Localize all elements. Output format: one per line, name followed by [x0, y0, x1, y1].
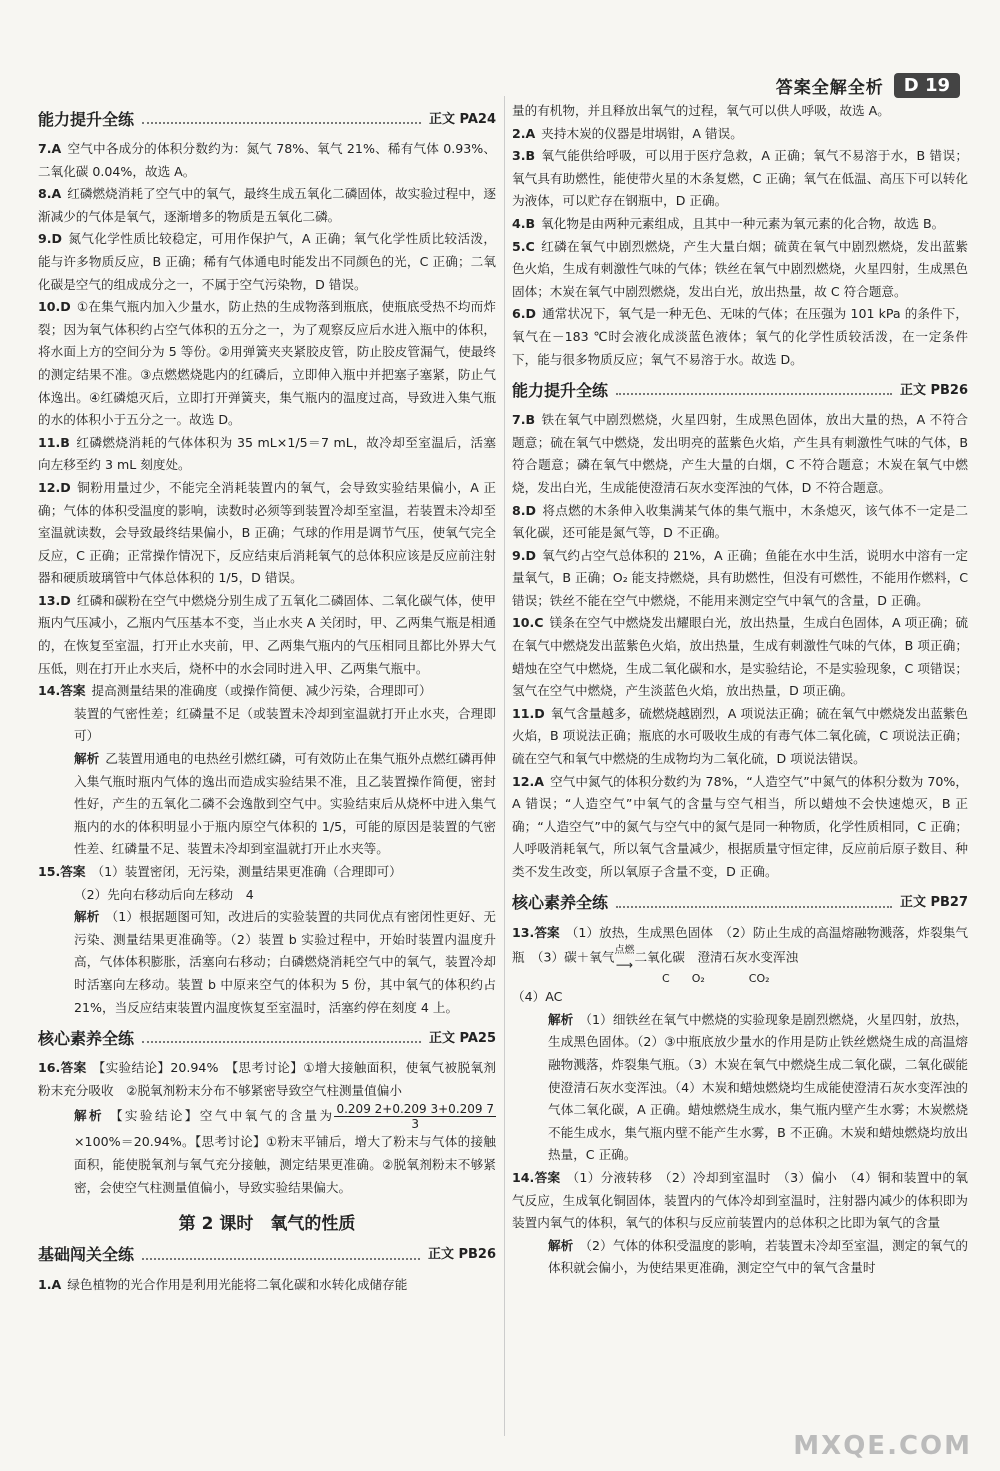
answer-item	[512, 771, 968, 884]
item-text: 夹持木炭的仪器是坩埚钳，A 错误。	[541, 125, 743, 141]
analysis-text: 乙装置用通电的电热丝引燃红磷，可有效防止在集气瓶外点燃红磷再伸入集气瓶时瓶内气体的逸出而造成实验结果不准，且乙装置操作简便，密封性好，产生的五氧化二磷不会逸散到空气中。实验结束后从烧杯中进入集气瓶内的水的体积明显小于瓶内原空气体积的 1/5，可能的原因是装置的气密性差、红磷量不足、装置未冷却到室温就打开止水夹等。	[74, 751, 497, 857]
reaction-arrow: 点燃 ⟶	[614, 945, 635, 973]
answer-text: （1）放热，生成黑色固体 （2）防止生成的高温熔融物溅落，炸裂集气瓶 （3）碳＋氧气	[512, 924, 968, 965]
item-label: 13.答案	[512, 924, 560, 940]
answer-item	[38, 590, 496, 680]
answer-text: （1）装置密闭，无污染，测量结果更准确（合理即可）	[91, 864, 402, 879]
analysis	[38, 1102, 496, 1199]
dotted-leader	[616, 906, 892, 908]
answer-item-cont: 量的有机物，并且释放出氧气的过程，氧气可以供人呼吸，故选 A。	[512, 103, 890, 118]
answer-item-14	[512, 1167, 968, 1235]
section-ref: 正文 PA24	[428, 111, 496, 127]
answer-item	[512, 145, 968, 213]
analysis-text: （1）细铁丝在氧气中燃烧的实验现象是剧烈燃烧，火星四射，放热，生成黑色固体。（2）③中瓶底放少量水的作用是防止铁丝燃烧生成的高温熔融物溅落，炸裂集气瓶。（3）木炭在氧气中燃烧生成二氧化碳，二氧化碳能使澄清石灰水变浑浊。（4）木炭和蜡烛燃烧均生成能使澄清石灰水变浑浊的气体二氧化碳，A 正确。蜡烛燃烧生成水，集气瓶内壁产生水雾；木炭燃烧不能生成水，集气瓶内壁不能产生水雾，B 不正确。木炭和蜡烛燃烧均放出热量，C 正确。	[548, 1011, 968, 1163]
analysis-label: 解析	[74, 1108, 104, 1124]
item-text: 绿色植物的光合作用是利用光能将二氧化碳和水转化成储存能	[67, 1276, 408, 1292]
item-text: 红磷在氧气中剧烈燃烧，产生大量白烟；硫黄在氧气中剧烈燃烧，发出蓝紫色火焰，生成有刺激性气味的气体；铁丝在氧气中剧烈燃烧，火星四射，生成黑色固体；木炭在氧气中剧烈燃烧，发出白光，放出热量，故 C 符合题意。	[512, 238, 968, 299]
watermark: MXQE.COM	[793, 1431, 972, 1461]
item-text: 氮气化学性质比较稳定，可用作保护气，A 正确；氧气化学性质比较活泼，能与许多物质反应，B 正确；稀有气体通电时能发出不同颜色的光，C 正确；二氧化碳是空气的组成成分之一，不属于空气污染物，D 错误。	[38, 231, 496, 292]
section-header	[38, 1025, 496, 1053]
analysis-text: 【实验结论】空气中氧气的含量为	[109, 1108, 335, 1124]
analysis	[38, 906, 496, 1019]
analysis	[512, 1235, 968, 1280]
item-text: 氧化物是由两种元素组成，且其中一种元素为氧元素的化合物，故选 B。	[541, 215, 945, 231]
answer-text-cont: （4）AC	[512, 989, 563, 1005]
analysis	[38, 748, 496, 861]
answer-item	[38, 138, 496, 183]
item-text: 镁条在空气中燃烧发出耀眼白光，放出热量，生成白色固体，A 项正确；硫在氧气中燃烧发出蓝紫色火焰，放出热量，生成有刺激性气味的气体，B 项正确；蜡烛在空气中燃烧，生成二氧化碳和水，是实验结论，不是实验现象，C 项错误；氢气在空气中燃烧，产生淡蓝色火焰，放出热量，D 项正确。	[512, 615, 968, 699]
item-label: 12.D	[38, 479, 71, 495]
answer-text-cont: （2）先向右移动后向左移动 4	[74, 886, 254, 902]
item-text: 铁在氧气中剧烈燃烧，火星四射，生成黑色固体，放出大量的热，A 不符合题意；硫在氧气中燃烧，发出明亮的蓝紫色火焰，产生具有刺激性气味的气体，B 符合题意；磷在氧气中燃烧，产生大量的白烟，C 不符合题意；木炭在氧气中燃烧，发出白光，生成能使澄清石灰水变浑浊的气体，D 不符合题意。	[512, 412, 968, 495]
section-title: 核心素养全练	[38, 1028, 135, 1048]
item-text: 氧气能供给呼吸，可以用于医疗急救，A 正确；氧气不易溶于水，B 错误；氧气具有助燃性，能使带火星的木条复燃，C 正确；氧气在低温、高压下可以转化为液体，可以贮存在钢瓶中，D 正确。	[512, 148, 968, 209]
answer-item	[38, 296, 496, 432]
item-label: 7.B	[512, 412, 536, 428]
item-text: 红磷燃烧消耗了空气中的氧气，最终生成五氧化二磷固体，故实验过程中，逐渐减少的气体是氧气，逐渐增多的物质是五氧化二磷。	[38, 186, 496, 224]
item-text: 空气中氮气的体积分数约为 78%，“人造空气”中氮气的体积分数为 70%，A 错误；“人造空气”中氧气的含量与空气相当，所以蜡烛不会快速熄灭，B 正确；“人造空气”中的氮气与空气中的氮气是同一种物质，化学性质相同，C 正确；人呼吸消耗氧气，所以氧气含量减少，根据质量守恒定律，反应前后原子数目、种类不发生改变，所以氧原子含量不变，D 正确。	[512, 773, 968, 879]
analysis-label: 解析	[548, 1011, 574, 1027]
column-divider	[504, 96, 505, 1436]
lesson-title: 第 2 课时 氧气的性质	[178, 1214, 356, 1235]
item-label: 6.D	[512, 306, 537, 322]
item-label: 7.A	[38, 141, 62, 156]
item-label: 2.A	[512, 125, 536, 141]
analysis-text: （2）气体的体积受温度的影响，若装置未冷却至室温，测定的氧气的体积就会偏小，为使结果更准确，测定空气中的氧气含量时	[548, 1237, 968, 1276]
item-label: 8.D	[512, 502, 537, 518]
analysis-label: 解析	[548, 1237, 574, 1253]
item-text: 空气中各成分的体积分数约为：氮气 78%、氧气 21%、稀有气体 0.93%、二氧化碳 0.04%，故选 A。	[38, 141, 497, 179]
item-label: 8.A	[38, 186, 62, 202]
item-label: 9.D	[512, 547, 537, 563]
dotted-leader	[616, 393, 892, 395]
section-header	[38, 106, 496, 134]
section-header	[512, 377, 968, 405]
section-header	[512, 890, 968, 918]
answer-text: 【实验结论】20.94% 【思考讨论】①增大接触面积，使氧气被脱氧剂粉末充分吸收 ②脱氧剂粉末分布不够紧密导致空气柱测量值偏小	[38, 1060, 496, 1098]
header-title: 答案全解全析	[775, 77, 884, 98]
item-text: 红磷和碳粉在空气中燃烧分别生成了五氧化二磷固体、二氧化碳气体，使甲瓶内气压减小，乙瓶内气压基本不变，当止水夹 A 关闭时，甲、乙两集气瓶是相通的，在恢复至室温，打开止水夹前，甲、乙两集气瓶内的气压相同且都比外界大气压低，则在打开止水夹后，烧杯中的水会同时进入甲、乙两集气瓶中。	[38, 592, 496, 676]
dotted-leader	[142, 122, 421, 124]
answer-item	[38, 183, 496, 228]
section-ref: 正文 PB26	[427, 1247, 496, 1263]
answer-item	[38, 477, 496, 590]
analysis-text-cont: ×100%＝20.94%。【思考讨论】①粉末平铺后，增大了粉末与气体的接触面积，能使脱氧剂与氧气充分接触，测定结果更准确。②脱氧剂粉末不够紧密，会使空气柱测量值偏小，导致实验结果偏大。	[74, 1134, 496, 1195]
item-label: 13.D	[38, 592, 71, 608]
item-label: 5.C	[512, 238, 535, 254]
answer-text-cont: 装置的气密性差；红磷量不足（或装置未冷却到室温就打开止水夹，合理即可）	[74, 705, 496, 744]
item-text: 红磷燃烧消耗的气体体积为 35 mL×1/5＝7 mL，故冷却至室温后，活塞向左移至约 3 mL 刻度处。	[38, 434, 496, 473]
analysis-label: 解析	[74, 909, 100, 925]
formula-co2: CO₂	[748, 972, 770, 986]
item-label: 12.A	[512, 773, 545, 789]
item-label: 16.答案	[38, 1060, 87, 1076]
answer-item	[38, 432, 496, 477]
item-text: 氧气约占空气总体积的 21%，A 正确；鱼能在水中生活，说明水中溶有一定量氧气，B 正确；O₂ 能支持燃烧，具有助燃性，但没有可燃性，不能用作燃料，C 错误；铁丝不能在空气中燃烧，不能用来测定空气中氧气的含量，D 正确。	[512, 547, 968, 608]
section-title: 能力提升全练	[512, 380, 609, 400]
answer-item	[512, 123, 968, 146]
answer-item	[512, 703, 968, 771]
dotted-leader	[142, 1041, 421, 1043]
fraction	[334, 1102, 496, 1131]
answer-item	[38, 1274, 496, 1297]
formula-c: C	[662, 972, 670, 986]
reaction-product: 二氧化碳 澄清石灰水变浑浊	[634, 949, 799, 965]
answer-item	[512, 545, 968, 613]
item-label: 3.B	[512, 148, 536, 164]
item-label: 4.B	[512, 215, 536, 231]
item-text: 将点燃的木条伸入收集满某气体的集气瓶中，木条熄灭，该气体不一定是二氧化碳，还可能是氮气等，D 不正确。	[512, 502, 968, 541]
fraction-denominator: 3	[411, 1117, 420, 1132]
dotted-leader	[142, 1258, 420, 1260]
item-label: 1.A	[38, 1276, 62, 1292]
section-title: 核心素养全练	[512, 893, 609, 913]
section-ref: 正文 PB27	[899, 895, 968, 911]
answer-item	[512, 500, 968, 545]
answer-item-15	[38, 861, 496, 884]
analysis	[512, 1009, 968, 1167]
item-label: 11.D	[512, 705, 545, 721]
item-label: 10.D	[38, 299, 71, 315]
fraction-numerator: 0.209 2+0.209 3+0.209 7	[336, 1102, 494, 1117]
answer-item	[512, 213, 968, 236]
analysis-text: （1）根据题图可知，改进后的实验装置的共同优点有密闭性更好、无污染、测量结果更准确等。（2）装置 b 实验过程中，开始时装置内温度升高，气体体积膨胀，活塞向右移动；白磷燃烧消耗空气中的氧气，装置冷却时活塞向左移动。装置 b 中原来空气的体积为 5 份，其中氧气的体积约占 21%，当反应结束装置内温度恢复至室温时，活塞约停在刻度 4 上。	[74, 909, 496, 1015]
item-label: 9.D	[38, 231, 63, 247]
section-ref: 正文 PA25	[428, 1030, 496, 1046]
answer-item	[512, 303, 968, 371]
section-header	[38, 1242, 496, 1270]
right-column	[512, 100, 968, 1280]
section-title: 基础闯关全练	[38, 1245, 135, 1265]
answer-item	[512, 409, 968, 499]
item-text: 氧气含量越多，硫燃烧越剧烈，A 项说法正确；硫在氧气中燃烧发出蓝紫色火焰，B 项说法正确；瓶底的水可吸收生成的有毒气体二氧化硫，C 项说法正确；硫在空气和氧气中燃烧的生成物均为二氧化硫，D 项说法错误。	[512, 705, 968, 767]
item-text: ①在集气瓶内加入少量水，防止热的生成物落到瓶底，使瓶底受热不均而炸裂；因为氧气体积约占空气体积的五分之一，为了观察反应后水进入瓶中的体积，将水面上方的空间分为 5 等份。②用弹簧夹夹紧胶皮管，防止胶皮管漏气，使最终的测定结果不准。③点燃燃烧匙内的红磷后，立即伸入瓶中并把塞子塞紧，防止气体逸出。④红磷熄灭后，立即打开弹簧夹，集气瓶内的温度过高，导致进入集气瓶的水的体积小于五分之一。故选 D。	[38, 299, 496, 428]
answer-text: （1）分液转移 （2）冷却到室温时 （3）偏小 （4）铜和装置中的氧气反应，生成氧化铜固体，装置内的气体冷却到室温时，注射器内减少的体积即为装置内氧气的体积，氧气的体积与反应前装置内的总体积之比即为氧气的含量	[512, 1169, 969, 1231]
item-text: 铜粉用量过少，不能完全消耗装置内的氧气，会导致实验结果偏小，A 正确；气体的体积受温度的影响，读数时必须等到装置冷却至室温，若装置未冷却至室温就读数，会导致最终结果偏小，B 正确；气球的作用是调节气压，使氧气完全反应，C 正确；正常操作情况下，反应结束后消耗氧气的总体积应该是反应前注射器和硬质玻璃管中气体总体积的 1/5，D 错误。	[38, 479, 496, 586]
section-title: 能力提升全练	[38, 109, 135, 129]
item-label: 15.答案	[38, 864, 86, 879]
item-label: 14.答案	[38, 683, 86, 699]
answer-item-16	[38, 1057, 496, 1102]
page-header	[776, 70, 960, 100]
chemical-formulas	[512, 972, 968, 986]
answer-item-13	[512, 922, 968, 973]
answer-item	[38, 228, 496, 296]
item-label: 10.C	[512, 615, 544, 631]
answer-item	[512, 612, 968, 702]
item-label: 14.答案	[512, 1169, 561, 1185]
item-label: 11.B	[38, 434, 70, 450]
section-ref: 正文 PB26	[899, 382, 968, 398]
item-text: 通常状况下，氧气是一种无色、无味的气体；在压强为 101 kPa 的条件下，氧气在－183 ℃时会液化成淡蓝色液体；氧气的化学性质较活泼，在一定条件下，能与很多物质反应；氧气不易溶于水。故选 D。	[512, 306, 968, 367]
formula-o2: O₂	[691, 972, 705, 986]
answer-item	[512, 236, 968, 304]
reaction-condition: 点燃	[614, 945, 635, 957]
left-column	[38, 100, 496, 1296]
analysis-label: 解析	[74, 751, 100, 767]
page-number: D 19	[894, 73, 960, 98]
answer-item-14	[38, 680, 496, 703]
answer-text: 提高测量结果的准确度（或操作简便、减少污染，合理即可）	[91, 683, 432, 699]
